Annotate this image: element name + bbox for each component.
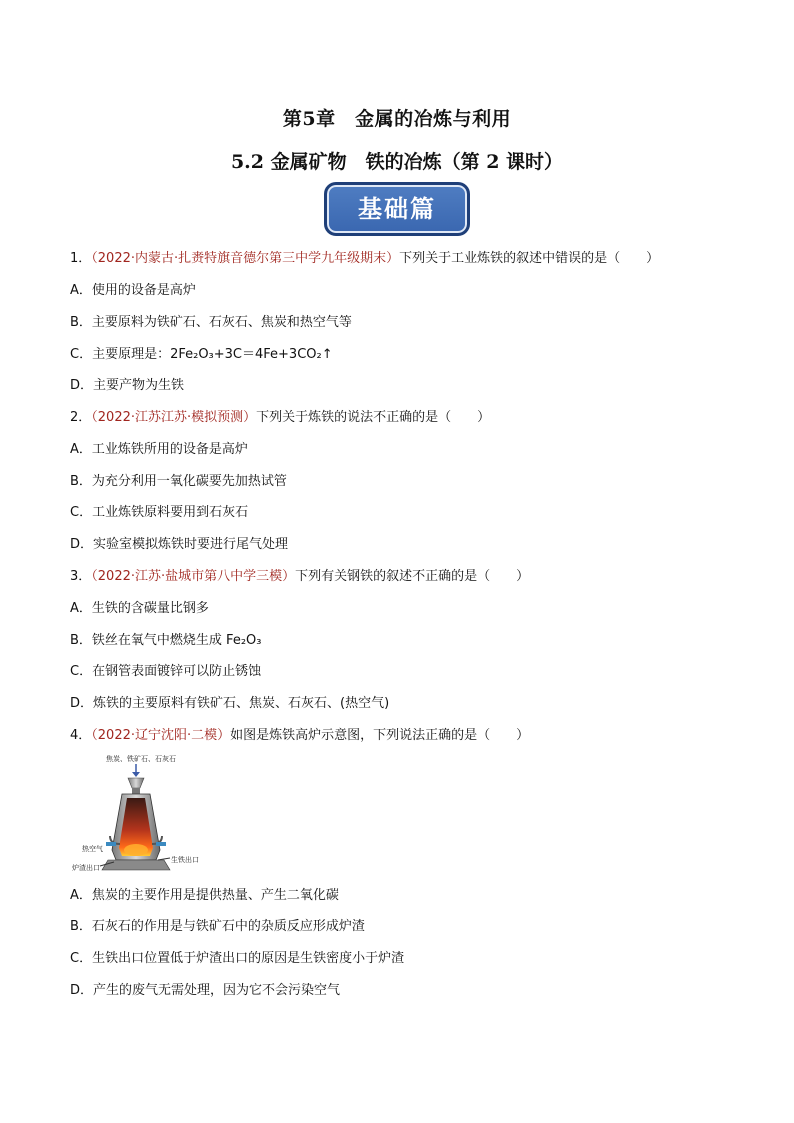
question-source: （2022·江苏江苏·模拟预测） xyxy=(91,410,257,425)
question-text: 如图是炼铁高炉示意图，下列说法正确的是（ ） xyxy=(230,728,530,743)
question-number: 2． xyxy=(70,410,92,425)
option-a: A．生铁的含碳量比钢多 xyxy=(70,601,209,616)
option-d: D．实验室模拟炼铁时要进行尾气处理 xyxy=(70,537,289,552)
option-b: B．主要原料为铁矿石、石灰石、焦炭和热空气等 xyxy=(70,315,352,330)
question-text: 下列关于炼铁的说法不正确的是（ ） xyxy=(256,410,491,425)
question-source: （2022·内蒙古·扎赉特旗音德尔第三中学九年级期末） xyxy=(91,251,400,266)
option-d: D．产生的废气无需处理，因为它不会污染空气 xyxy=(70,983,341,998)
diagram-label-hot-air: 热空气 xyxy=(82,845,103,853)
question-1-stem xyxy=(70,250,659,268)
option-a: A．工业炼铁所用的设备是高炉 xyxy=(70,442,248,457)
question-number: 4． xyxy=(70,728,92,743)
question-4-stem xyxy=(70,727,529,745)
option-b: B．石灰石的作用是与铁矿石中的杂质反应形成炉渣 xyxy=(70,919,365,934)
diagram-label-slag-outlet: 炉渣出口 xyxy=(72,864,100,872)
option-d: D．炼铁的主要原料有铁矿石、焦炭、石灰石、(热空气) xyxy=(70,696,390,711)
diagram-label-iron-outlet: 生铁出口 xyxy=(171,856,199,864)
option-c: C．生铁出口位置低于炉渣出口的原因是生铁密度小于炉渣 xyxy=(70,951,405,966)
question-source: （2022·辽宁沈阳·二模） xyxy=(91,728,231,743)
question-text: 下列有关钢铁的叙述不正确的是（ ） xyxy=(295,569,530,584)
option-c: C．主要原理是：2Fe₂O₃+3C＝4Fe+3CO₂↑ xyxy=(70,347,333,362)
question-text: 下列关于工业炼铁的叙述中错误的是（ ） xyxy=(399,251,660,266)
option-c: C．在钢管表面镀锌可以防止锈蚀 xyxy=(70,664,262,679)
option-b: B．铁丝在氧气中燃烧生成 Fe₂O₃ xyxy=(70,633,262,648)
option-a: A．使用的设备是高炉 xyxy=(70,283,196,298)
question-3-stem xyxy=(70,568,529,586)
option-d: D．主要产物为生铁 xyxy=(70,378,185,393)
chapter-title: 第5章 金属的冶炼与利用 xyxy=(282,108,512,130)
question-number: 1． xyxy=(70,251,92,266)
option-a: A．焦炭的主要作用是提供热量、产生二氧化碳 xyxy=(70,888,339,903)
option-c: C．工业炼铁原料要用到石灰石 xyxy=(70,505,249,520)
question-number: 3． xyxy=(70,569,92,584)
level-badge: 基础篇 xyxy=(324,182,470,236)
section-title: 5.2 金属矿物 铁的冶炼（第 2 课时） xyxy=(230,151,564,173)
diagram-label-raw-materials: 焦炭、铁矿石、石灰石 xyxy=(106,755,176,763)
question-source: （2022·江苏·盐城市第八中学三模） xyxy=(91,569,296,584)
option-b: B．为充分利用一氧化碳要先加热试管 xyxy=(70,474,287,489)
question-2-stem xyxy=(70,409,490,427)
blast-furnace-diagram xyxy=(70,752,199,878)
